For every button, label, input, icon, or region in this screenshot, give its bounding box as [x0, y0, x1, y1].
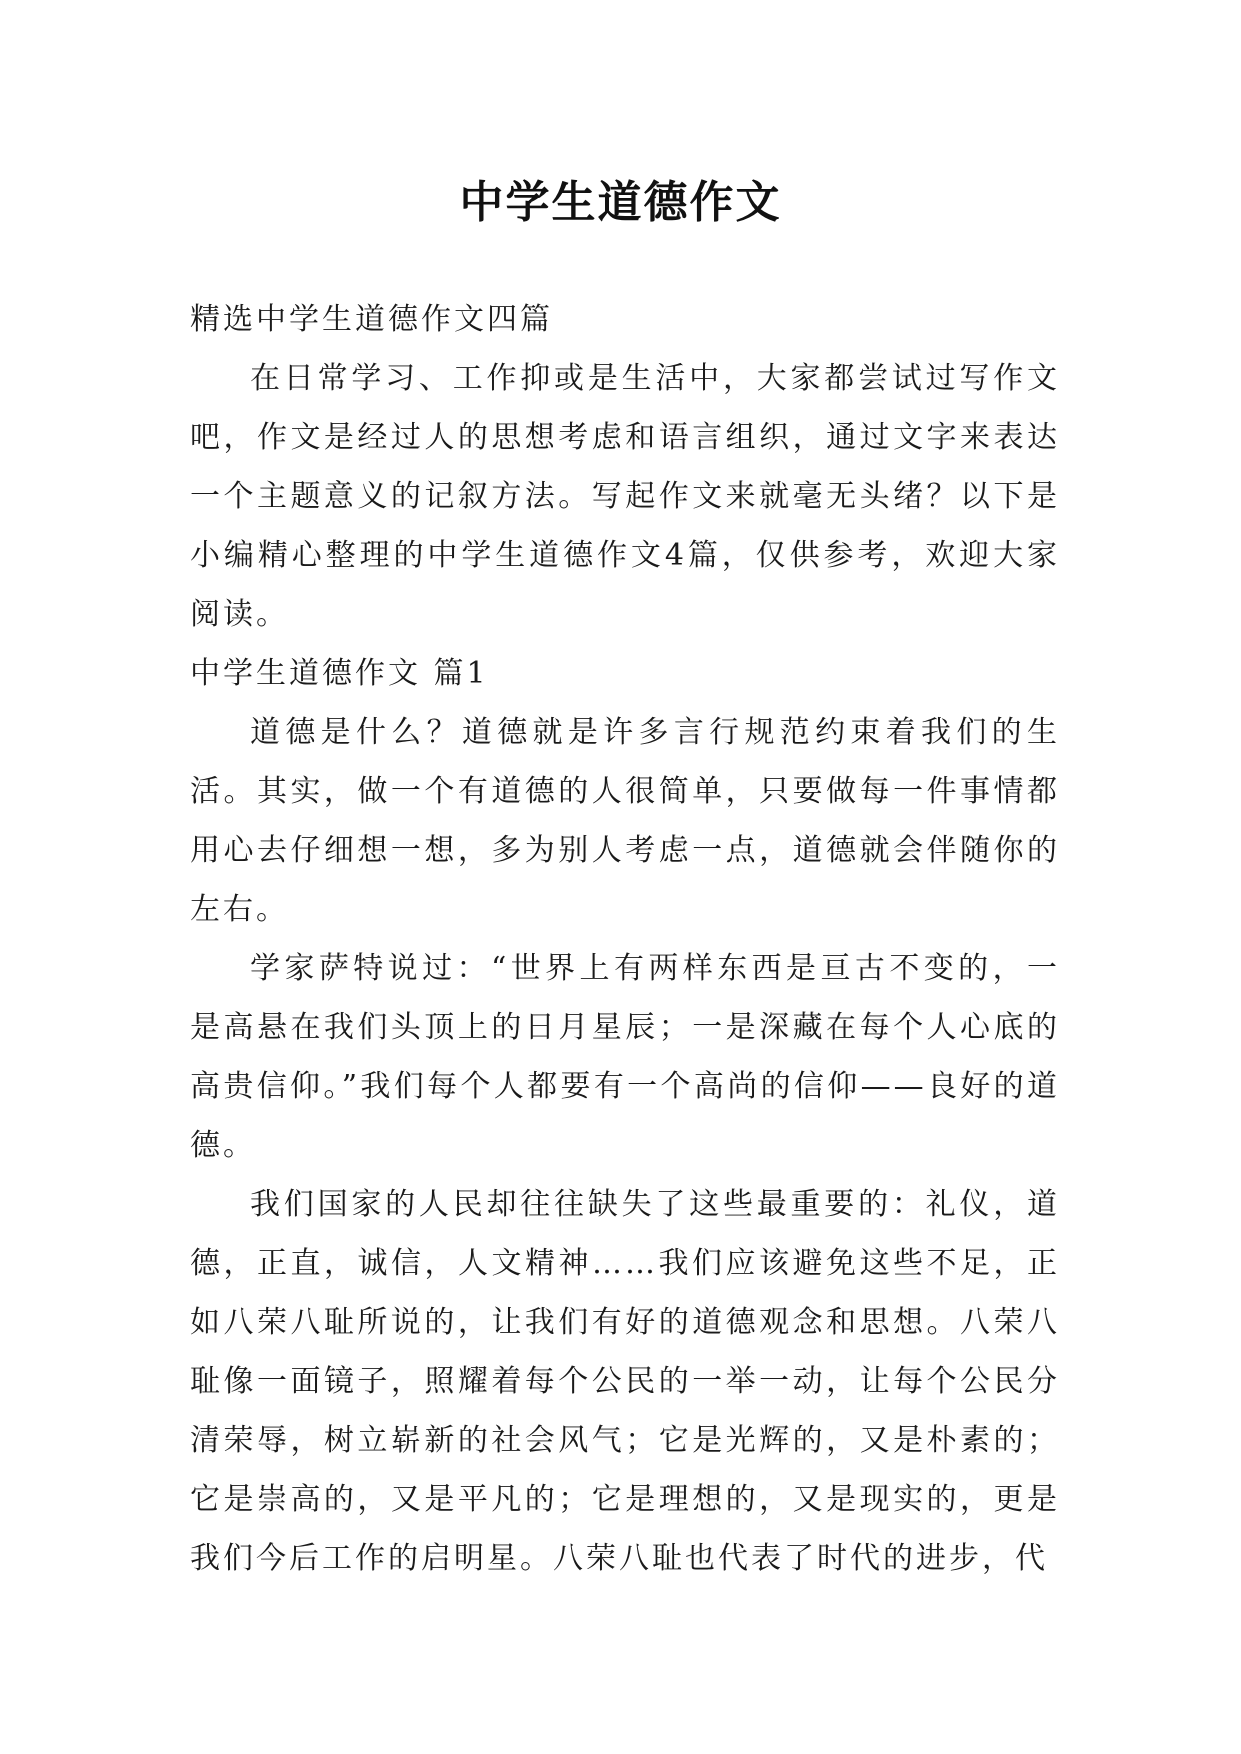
section-heading: 中学生道德作文 篇1	[190, 656, 489, 691]
body-paragraph: 在日常学习、工作抑或是生活中，大家都尝试过写作文吧，作文是经过人的思想考虑和语言组织，通过文字来表达一个主题意义的记叙方法。写起作文来就毫无头绪？以下是小编精心整理的中学生道德作文4篇，仅供参考，欢迎大家阅读。	[190, 361, 1060, 632]
body-paragraph: 道德是什么？道德就是许多言行规范约束着我们的生活。其实，做一个有道德的人很简单，只要做每一件事情都用心去仔细想一想，多为别人考虑一点，道德就会伴随你的左右。	[190, 715, 1060, 927]
section-heading: 精选中学生道德作文四篇	[190, 302, 553, 337]
body-paragraph: 我们国家的人民却往往缺失了这些最重要的：礼仪，道德，正直，诚信，人文精神……我们应该避免这些不足，正如八荣八耻所说的，让我们有好的道德观念和思想。八荣八耻像一面镜子，照耀着每个公民的一举一动，让每个公民分清荣辱，树立崭新的社会风气；它是光辉的，又是朴素的；它是崇高的，又是平凡的；它是理想的，又是现实的，更是我们今后工作的启明星。八荣八耻也代表了时代的进步，代	[190, 1187, 1060, 1576]
page-title: 中学生道德作文	[459, 177, 782, 229]
body-paragraph: 学家萨特说过：“世界上有两样东西是亘古不变的，一是高悬在我们头顶上的日月星辰；一是深藏在每个人心底的高贵信仰。”我们每个人都要有一个高尚的信仰——良好的道德。	[190, 951, 1060, 1163]
document-body	[190, 290, 1060, 1588]
